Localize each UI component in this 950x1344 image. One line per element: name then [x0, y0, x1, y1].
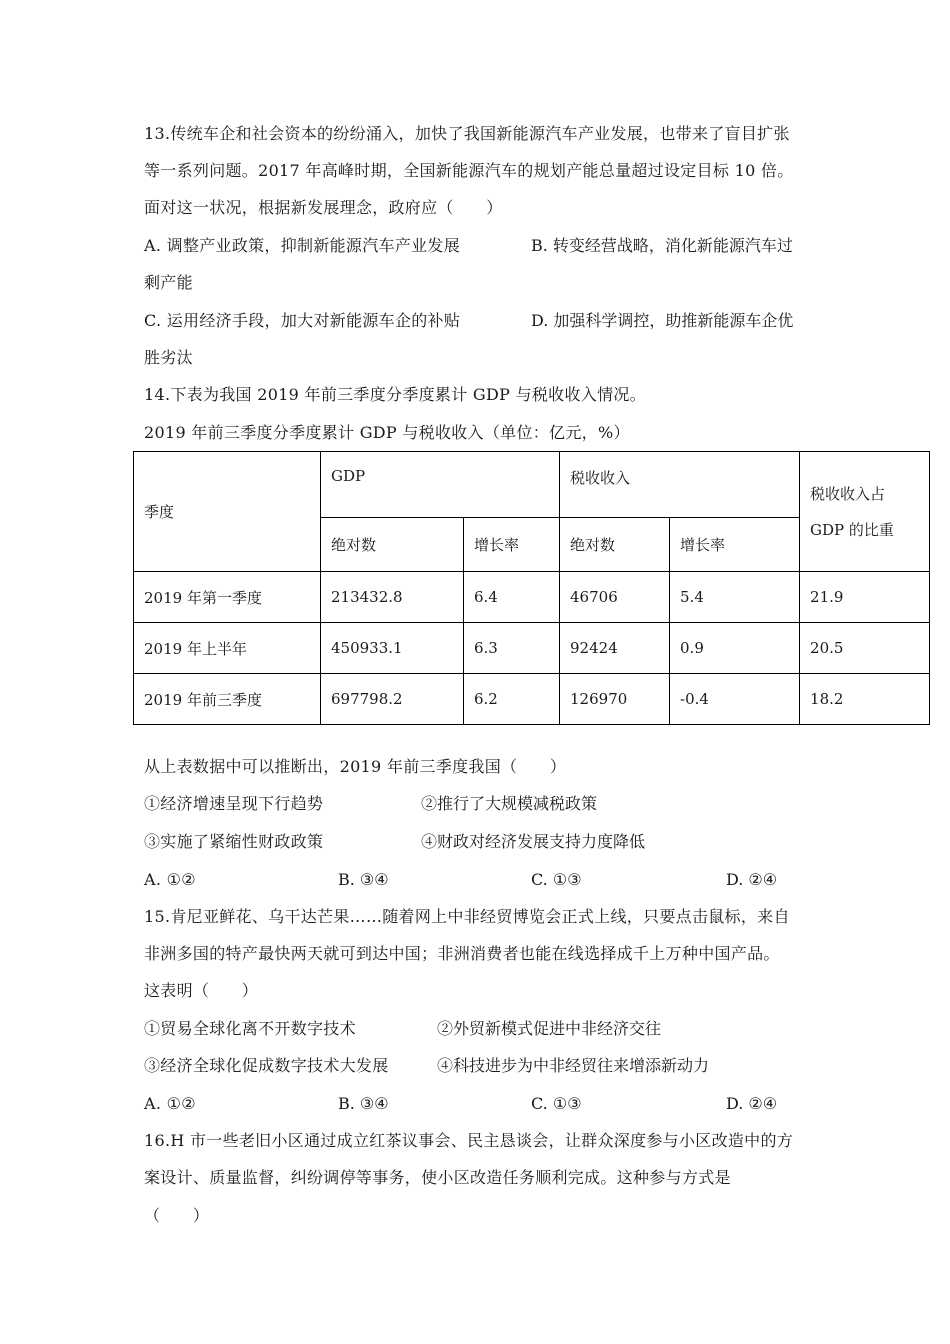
- header-ratio: [800, 452, 930, 572]
- q14-option-c: C. ①③: [531, 870, 582, 889]
- cell-tax-growth: 5.4: [670, 572, 800, 623]
- q15-option-b: B. ③④: [338, 1094, 389, 1113]
- q14-statement-3: ③实施了紧缩性财政政策: [144, 832, 324, 851]
- q15-statement-4: ④科技进步为中非经贸往来增添新动力: [437, 1056, 710, 1075]
- cell-ratio: 18.2: [800, 674, 930, 725]
- q13-line-1: 13.传统车企和社会资本的纷纷涌入，加快了我国新能源汽车产业发展，也带来了盲目扩张: [144, 124, 790, 143]
- q13-option-b: B. 转变经营战略，消化新能源汽车过: [531, 236, 793, 255]
- q15-statement-2: ②外贸新模式促进中非经济交往: [437, 1019, 662, 1038]
- cell-tax-abs: 126970: [560, 674, 670, 725]
- header-gdp-growth: 增长率: [464, 518, 560, 572]
- q15-statement-3: ③经济全球化促成数字技术大发展: [144, 1056, 389, 1075]
- q13-option-b-cont: 剩产能: [144, 273, 193, 292]
- cell-season: 2019 年前三季度: [134, 674, 321, 725]
- header-tax-growth: 增长率: [670, 518, 800, 572]
- cell-tax-growth: 0.9: [670, 623, 800, 674]
- q16-line-2: 案设计、质量监督，纠纷调停等事务，使小区改造任务顺利完成。这种参与方式是: [144, 1168, 731, 1187]
- q16-line-3: （ ）: [144, 1206, 210, 1225]
- q13-option-a: A. 调整产业政策，抑制新能源汽车产业发展: [144, 236, 461, 255]
- q14-line-1: 14.下表为我国 2019 年前三季度分季度累计 GDP 与税收收入情况。: [144, 385, 646, 404]
- q14-statement-1: ①经济增速呈现下行趋势: [144, 794, 324, 813]
- table-row: [134, 674, 930, 725]
- q15-line-3: 这表明（ ）: [144, 981, 259, 1000]
- q14-statement-2: ②推行了大规模减税政策: [421, 794, 598, 813]
- header-season: 季度: [134, 452, 321, 572]
- header-gdp: GDP: [321, 452, 560, 518]
- q15-option-c: C. ①③: [531, 1094, 582, 1113]
- q14-option-a: A. ①②: [144, 870, 196, 889]
- gdp-tax-table: [133, 451, 930, 725]
- q15-option-d: D. ②④: [726, 1094, 778, 1113]
- q14-option-b: B. ③④: [338, 870, 389, 889]
- header-tax-abs: 绝对数: [560, 518, 670, 572]
- q16-line-1: 16.H 市一些老旧小区通过成立红茶议事会、民主恳谈会，让群众深度参与小区改造中的方: [144, 1131, 794, 1150]
- cell-gdp-growth: 6.3: [464, 623, 560, 674]
- q15-statement-1: ①贸易全球化离不开数字技术: [144, 1019, 356, 1038]
- table-row: [134, 623, 930, 674]
- q14-statement-4: ④财政对经济发展支持力度降低: [421, 832, 646, 851]
- q13-option-c: C. 运用经济手段，加大对新能源车企的补贴: [144, 311, 461, 330]
- header-tax: 税收收入: [560, 452, 800, 518]
- q15-line-2: 非洲多国的特产最快两天就可到达中国；非洲消费者也能在线选择成千上万种中国产品。: [144, 944, 780, 963]
- cell-gdp-growth: 6.4: [464, 572, 560, 623]
- q15-line-1: 15.肯尼亚鲜花、乌干达芒果……随着网上中非经贸博览会正式上线，只要点击鼠标，来自: [144, 907, 790, 926]
- cell-season: 2019 年上半年: [134, 623, 321, 674]
- q14-table-caption: 2019 年前三季度分季度累计 GDP 与税收收入（单位：亿元，%）: [144, 423, 630, 442]
- cell-gdp-abs: 450933.1: [321, 623, 464, 674]
- q14-stem: 从上表数据中可以推断出，2019 年前三季度我国（ ）: [144, 757, 567, 776]
- q13-option-d: D. 加强科学调控，助推新能源车企优: [531, 311, 794, 330]
- header-ratio-line-1: 税收收入占: [810, 484, 886, 503]
- cell-gdp-abs: 213432.8: [321, 572, 464, 623]
- q15-option-a: A. ①②: [144, 1094, 196, 1113]
- cell-tax-abs: 46706: [560, 572, 670, 623]
- cell-gdp-growth: 6.2: [464, 674, 560, 725]
- cell-season: 2019 年第一季度: [134, 572, 321, 623]
- cell-tax-growth: -0.4: [670, 674, 800, 725]
- header-ratio-line-2: GDP 的比重: [810, 520, 894, 539]
- q14-option-d: D. ②④: [726, 870, 778, 889]
- q13-line-3: 面对这一状况，根据新发展理念，政府应（ ）: [144, 198, 503, 217]
- header-gdp-abs: 绝对数: [321, 518, 464, 572]
- cell-ratio: 20.5: [800, 623, 930, 674]
- cell-ratio: 21.9: [800, 572, 930, 623]
- cell-gdp-abs: 697798.2: [321, 674, 464, 725]
- cell-tax-abs: 92424: [560, 623, 670, 674]
- table-row: [134, 572, 930, 623]
- q13-line-2: 等一系列问题。2017 年高峰时期，全国新能源汽车的规划产能总量超过设定目标 10 倍。: [144, 161, 794, 180]
- q13-option-d-cont: 胜劣汰: [144, 348, 193, 367]
